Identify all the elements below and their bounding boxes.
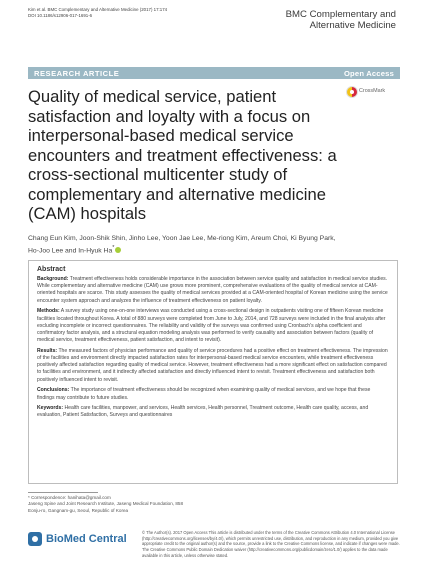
journal-name-line2: Alternative Medicine [309,20,396,31]
footnote-divider [28,492,98,493]
citation-block [28,7,248,20]
article-title: Quality of medical service, patient satisfaction and loyalty with a focus on interpersonal-based medical service encounters and treatment effectiveness: a cross-sectional multicenter study of complementary and alternative medicine (CAM) hospitals [28,87,337,223]
abstract-heading: Abstract [37,266,66,273]
section-text: The importance of treatment effectiveness should be recognized when examining quality of medical services, and we hope that these findings may contribute to future studies. [37,387,371,401]
section-label: Results: [37,347,58,354]
correspondence-email[interactable]: * Correspondence: hanihata@gmail.com [28,495,111,500]
section-text: Treatment effectiveness holds considerable importance in the association between service quality and satisfaction in medical service studies. While complementary and alternative medicine (CAM) use grows more prominent, comprehensive evaluations of the quality of medical service at CAM-oriented hospitals are scarce. This study assesses the quality of medical services provided at a CAM-oriented hospital of Korean medicine using the service encounter system approach and analyzes the influence of treatment effectiveness on patient loyalty. [37,276,388,304]
citation-line: Kim et al. BMC Complementary and Alternative Medicine (2017) 17:174 [28,7,168,12]
section-text: The measured factors of physician performance and quality of service procedures had a positive effect on treatment effectiveness. The impression of the facilities and environment directly impacted satisfaction rates for interpersonal-based medical service encounters, while treatment effectiveness positively affected satisfaction regarding quality of medical service. However, treatment effectiveness had a more significant effect on satisfaction compared to facilities and environment, and it indirectly affected satisfaction and directly influenced intent to revisit. Treatment effectiveness and satisfaction both positively influenced intent to revisit. [37,347,388,383]
article-type-banner [28,67,400,79]
section-label: Conclusions: [37,387,70,394]
open-access-label: Open Access [343,68,394,78]
affiliation-line-1: Jaseng Spine and Joint Research Institute, Jaseng Medical Foundation, 858 [28,501,184,507]
publisher-name: BioMed Central [46,533,127,545]
abstract-conclusions [37,387,389,401]
author-line-1: Chang Eun Kim, Joon-Shik Shin, Jinho Lee, Yoon Jae Lee, Me-riong Kim, Areum Choi, Ki Byung Park, [28,235,336,242]
corresponding-marker: * [112,244,115,251]
author-list [28,234,400,255]
section-label: Methods: [37,308,60,315]
section-text: Health care facilities, manpower, and services, Health services, Health personnel, Treatment outcome, Health care quality, access, and evaluation, Patient Satisfaction, Surveys and questionnaires [37,405,369,419]
section-text: A survey study using one-on-one interviews was conducted using a cross-sectional design in outpatients visiting one of fifteen Korean medicine facilities located throughout Korea. A total of 880 surveys were completed from June to July, 2014, and 728 surveys were included in the final analysis after excluding incomplete or incorrect questionnaires. The reliability and validity of the surveys was confirmed using Cronbach's alpha coefficient and confirmatory factor analysis, and a structural equation modeling analysis was performed to verify causality and association between factors (quality of medical service, treatment effectiveness, patient satisfaction, and intent to revisit). [37,308,386,344]
journal-name [286,9,396,31]
crossmark-icon [346,86,358,98]
abstract-background [37,276,389,305]
abstract-keywords [37,405,389,419]
article-type-label: RESEARCH ARTICLE [34,68,120,78]
affiliation-line-2: Eonju-ro, Gangnam-gu, Seoul, Republic of Korea [28,507,129,513]
crossmark-badge[interactable] [346,86,394,98]
biomed-central-logo-icon [28,532,42,546]
journal-name-line1: BMC Complementary and [285,9,396,20]
author-line-2: Ho-Joo Lee and In-Hyuk Ha [28,246,113,254]
abstract-results [37,348,389,384]
author-line-2-wrap [28,244,400,256]
correspondence-footnote [28,492,188,514]
crossmark-label: CrossMark [359,88,386,94]
section-label: Keywords: [37,405,64,412]
doi-line[interactable]: DOI 10.1186/s12906-017-1691-6 [28,13,93,19]
abstract-box [28,260,398,484]
orcid-icon[interactable] [115,247,121,253]
publisher-logo [28,531,128,549]
section-label: Background: [37,276,69,282]
license-text: © The Author(s). 2017 Open Access This article is distributed under the terms of the Creative Commons Attribution 4.0 International License (http://creativecommons.org/licenses/by/4.0/), which permits unrestricted use, distribution, and reproduction in any medium, provided you give appropriate credit to the original author(s) and the source, provide a link to the Creative Commons license, and indicate if changes were made. The Creative Commons Public Domain Dedication waiver (http://creativecommons.org/publicdomain/zero/1.0/) applies to the data made available in this article, unless otherwise stated. [142,530,400,558]
abstract-methods [37,308,389,344]
